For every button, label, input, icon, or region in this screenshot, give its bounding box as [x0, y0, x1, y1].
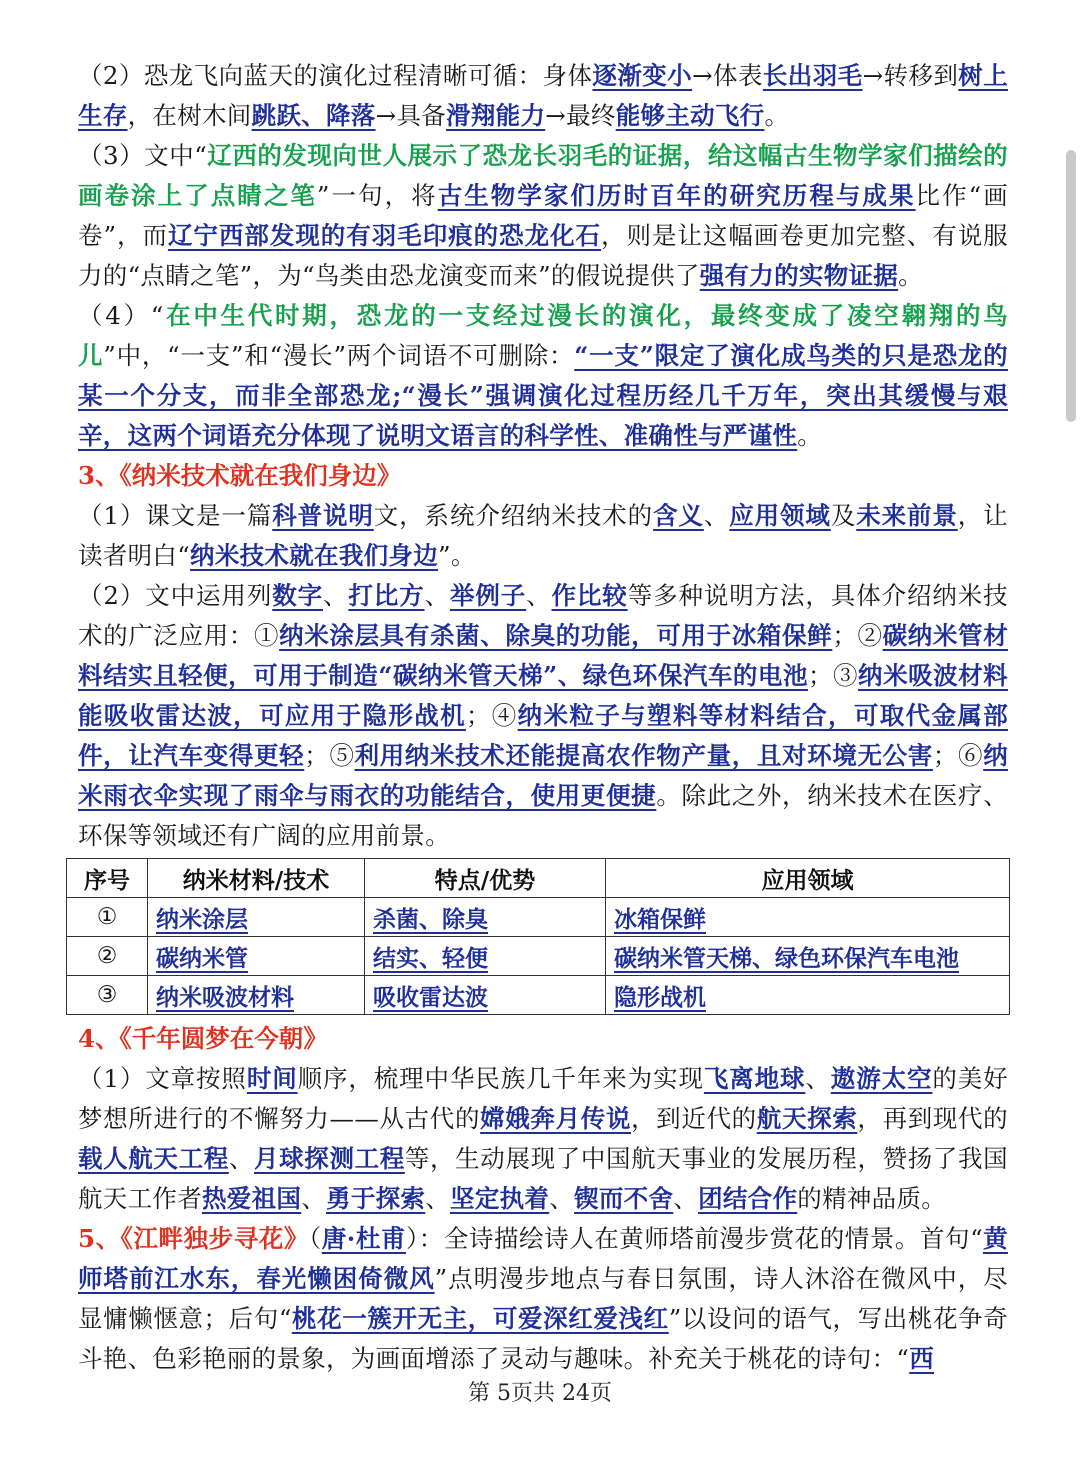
key-phrase: 团结合作: [698, 1184, 798, 1213]
page-content: [78, 56, 1008, 1379]
text: （1）课文是一篇: [78, 501, 273, 530]
cell-material: [148, 976, 365, 1015]
text: （2）恐龙飞向蓝天的演化过程清晰可循：身体: [78, 61, 593, 90]
key-phrase: 能够主动飞行: [615, 101, 765, 130]
paragraph-poem: [78, 1219, 1008, 1379]
text: 、: [549, 1184, 575, 1213]
text: ，再到现代的: [857, 1104, 1008, 1133]
text: （1）文章按照: [78, 1064, 247, 1093]
key-phrase: 利用纳米技术还能提高农作物产量，且对环境无公害: [354, 741, 933, 770]
text: （3）文中“: [78, 141, 208, 170]
text: →转移到: [862, 61, 959, 90]
text: 等多种说明方法，具体介绍纳米技术的广泛应用：①: [78, 581, 1008, 650]
text: 。除此之外，纳米技术在医疗、环保等领域还有广阔的应用前景。: [78, 781, 1009, 850]
quoted-sentence: 在中生代时期，恐龙的一支经过漫长的演化，最终变成了凌空翱翔的鸟儿: [78, 301, 1008, 370]
table-row: [67, 898, 1010, 937]
text: ”点明漫步地点与春日氛围，诗人沐浴在微风中，尽显慵懒惬意；后句“: [78, 1264, 1008, 1333]
text: ；③: [807, 661, 859, 690]
cell-text: 结实、轻便: [373, 944, 488, 972]
key-phrase: 黄师塔前江水东，春光懒困倚微风: [78, 1224, 1008, 1293]
cell-index: ③: [67, 976, 148, 1015]
key-phrase: 纳米涂层具有杀菌、除臭的功能，可用于冰箱保鲜: [279, 621, 833, 650]
key-phrase: 含义: [653, 501, 704, 530]
paragraph-word-analysis: [78, 296, 1008, 456]
key-phrase: 唐·杜甫: [321, 1224, 406, 1253]
text: 、: [673, 1184, 699, 1213]
cell-index: ②: [67, 937, 148, 976]
key-phrase: 勇于探索: [326, 1184, 426, 1213]
text: ；②: [832, 621, 883, 650]
key-phrase: 飞离地球: [703, 1064, 806, 1093]
text: （4）“: [78, 301, 164, 330]
key-phrase: 碳纳米管材料结实且轻便，可用于制造“碳纳米管天梯”、绿色环保汽车的电池: [78, 621, 1008, 690]
text: 、: [424, 581, 450, 610]
cell-application: [606, 976, 1010, 1015]
text: ）：全诗描绘诗人在黄师塔前漫步赏花的情景。首句“: [405, 1224, 983, 1253]
header-index: 序号: [67, 859, 148, 898]
paragraph-dinosaur-evolution: [78, 56, 1008, 136]
text: 的美好梦想所进行的不懈努力——从古代的: [78, 1064, 1008, 1133]
key-phrase: 纳米吸波材料能吸收雷达波，可应用于隐形战机: [78, 661, 1008, 730]
text: 等，生动展现了中国航天事业的发展历程，赞扬了我国航天工作者: [78, 1144, 1008, 1213]
cell-application: [606, 898, 1010, 937]
text: 、: [703, 501, 730, 530]
cell-feature: [365, 898, 606, 937]
page-number: 第 5页共 24页: [468, 1381, 612, 1406]
text: ”一句，将: [316, 181, 438, 210]
header-feature: 特点/优势: [365, 859, 606, 898]
key-phrase: 纳米粒子与塑料等材料结合，可取代金属部件，让汽车变得更轻: [78, 701, 1008, 770]
text: 、: [526, 581, 552, 610]
header-application: 应用领域: [606, 859, 1010, 898]
key-phrase: 举例子: [449, 581, 527, 610]
cell-text: 碳纳米管: [156, 944, 248, 972]
text: 文，系统介绍纳米技术的: [373, 501, 654, 530]
text: 及: [830, 501, 857, 530]
paragraph-space-dream: [78, 1059, 1008, 1219]
text: （2）文中运用列: [78, 581, 273, 610]
table-row: [67, 976, 1010, 1015]
text: 。: [797, 421, 823, 450]
nanotech-table: [66, 858, 1010, 1015]
key-phrase: 坚定执着: [450, 1184, 550, 1213]
key-phrase: 打比方: [348, 581, 425, 610]
cell-text: 吸收雷达波: [373, 983, 488, 1011]
section-title-space-dream: 4、《千年圆梦在今朝》: [78, 1024, 328, 1053]
text: ，则是让这幅画卷更加完整、有说服力的“点睛之笔”，为“鸟类由恐龙演变而来”的假说提供了: [78, 221, 1008, 290]
key-phrase: 时间: [246, 1064, 298, 1093]
cell-feature: [365, 937, 606, 976]
text: ；⑥: [932, 741, 984, 770]
paragraph-nanotech-methods: [78, 576, 1008, 856]
cell-text: 冰箱保鲜: [614, 905, 706, 933]
cell-material: [148, 937, 365, 976]
key-phrase: 航天探索: [756, 1104, 858, 1133]
cell-text: 隐形战机: [614, 983, 706, 1011]
key-phrase: 桃花一簇开无主，可爱深红爱浅红: [291, 1304, 669, 1333]
key-phrase: 遨游太空: [830, 1064, 933, 1093]
text: 、: [805, 1064, 831, 1093]
text: ；④: [465, 701, 518, 730]
key-phrase: 纳米技术就在我们身边: [190, 541, 439, 570]
text: 、: [301, 1184, 327, 1213]
key-phrase: 应用领域: [729, 501, 831, 530]
key-phrase: 未来前景: [856, 501, 958, 530]
text: 。: [764, 101, 790, 130]
text: （: [308, 1224, 322, 1253]
cell-application: [606, 937, 1010, 976]
text: →体表: [692, 61, 763, 90]
quoted-sentence: 辽西的发现向世人展示了恐龙长羽毛的证据，给这幅古生物学家们描绘的画卷涂上了点睛之笔: [78, 141, 1008, 210]
section-title-poem: 5、《江畔独步寻花》: [78, 1224, 309, 1253]
paragraph-nanotech-intro: [78, 496, 1008, 576]
section-title-nanotech: 3、《纳米技术就在我们身边》: [78, 461, 402, 490]
text: 比作“画卷”，而: [78, 181, 1008, 250]
text: 、: [425, 1184, 451, 1213]
text: ”以设问的语气，写出桃花争奇斗艳、色彩艳丽的景象，为画面增添了灵动与趣味。补充关于桃花的诗句：“: [78, 1304, 1008, 1373]
text: ，到近代的: [631, 1104, 757, 1133]
text: 顺序，梳理中华民族几千年来为实现: [297, 1064, 704, 1093]
text: 的精神品质。: [797, 1184, 947, 1213]
header-material: 纳米材料/技术: [148, 859, 365, 898]
key-phrase: 西: [909, 1344, 935, 1373]
cell-feature: [365, 976, 606, 1015]
cell-text: 碳纳米管天梯、绿色环保汽车电池: [614, 944, 959, 972]
key-phrase: 科普说明: [272, 501, 374, 530]
key-phrase: 滑翔能力: [446, 101, 546, 130]
text: ”。: [438, 541, 476, 570]
text: 。: [898, 261, 923, 290]
key-phrase: 热爱祖国: [202, 1184, 302, 1213]
cell-material: [148, 898, 365, 937]
key-phrase: 树上生存: [78, 61, 1009, 130]
key-phrase: 数字: [272, 581, 323, 610]
key-phrase: 古生物学家们历时百年的研究历程与成果: [437, 181, 916, 210]
table-row: [67, 937, 1010, 976]
cell-text: 杀菌、除臭: [373, 905, 488, 933]
text: 、: [323, 581, 349, 610]
text: ，在树木间: [127, 101, 252, 130]
scrollbar-thumb[interactable]: [1066, 150, 1076, 422]
key-phrase: 逐渐变小: [592, 61, 693, 90]
text: ，让读者明白“: [78, 501, 1008, 570]
paragraph-liaoxi-discovery: [78, 136, 1008, 296]
key-phrase: 嫦娥奔月传说: [480, 1104, 632, 1133]
key-phrase: 纳米雨衣伞实现了雨伞与雨衣的功能结合，使用更便捷: [78, 741, 1008, 810]
cell-text: 纳米吸波材料: [156, 983, 294, 1011]
key-phrase: 作比较: [551, 581, 628, 610]
cell-index: ①: [67, 898, 148, 937]
text: 、: [228, 1144, 255, 1173]
key-phrase: 长出羽毛: [762, 61, 863, 90]
text: →最终: [545, 101, 616, 130]
key-phrase: 月球探测工程: [254, 1144, 405, 1173]
key-phrase: 锲而不舍: [574, 1184, 674, 1213]
table-header-row: [67, 859, 1010, 898]
text: ”中，“一支”和“漫长”两个词语不可删除：: [103, 341, 575, 370]
key-phrase: 载人航天工程: [78, 1144, 229, 1173]
key-phrase: 跳跃、降落: [251, 101, 376, 130]
cell-text: 纳米涂层: [156, 905, 248, 933]
key-phrase: 辽宁西部发现的有羽毛印痕的恐龙化石: [167, 221, 602, 250]
text: ；⑤: [304, 741, 355, 770]
key-phrase: “一支”限定了演化成鸟类的只是恐龙的某一个分支，而非全部恐龙;“漫长”强调演化过程历经几千万年，突出其缓慢与艰辛，这两个词语充分体现了说明文语言的科学性、准确性与严谨性: [78, 341, 1008, 450]
text: →具备: [375, 101, 447, 130]
key-phrase: 强有力的实物证据: [699, 261, 899, 290]
